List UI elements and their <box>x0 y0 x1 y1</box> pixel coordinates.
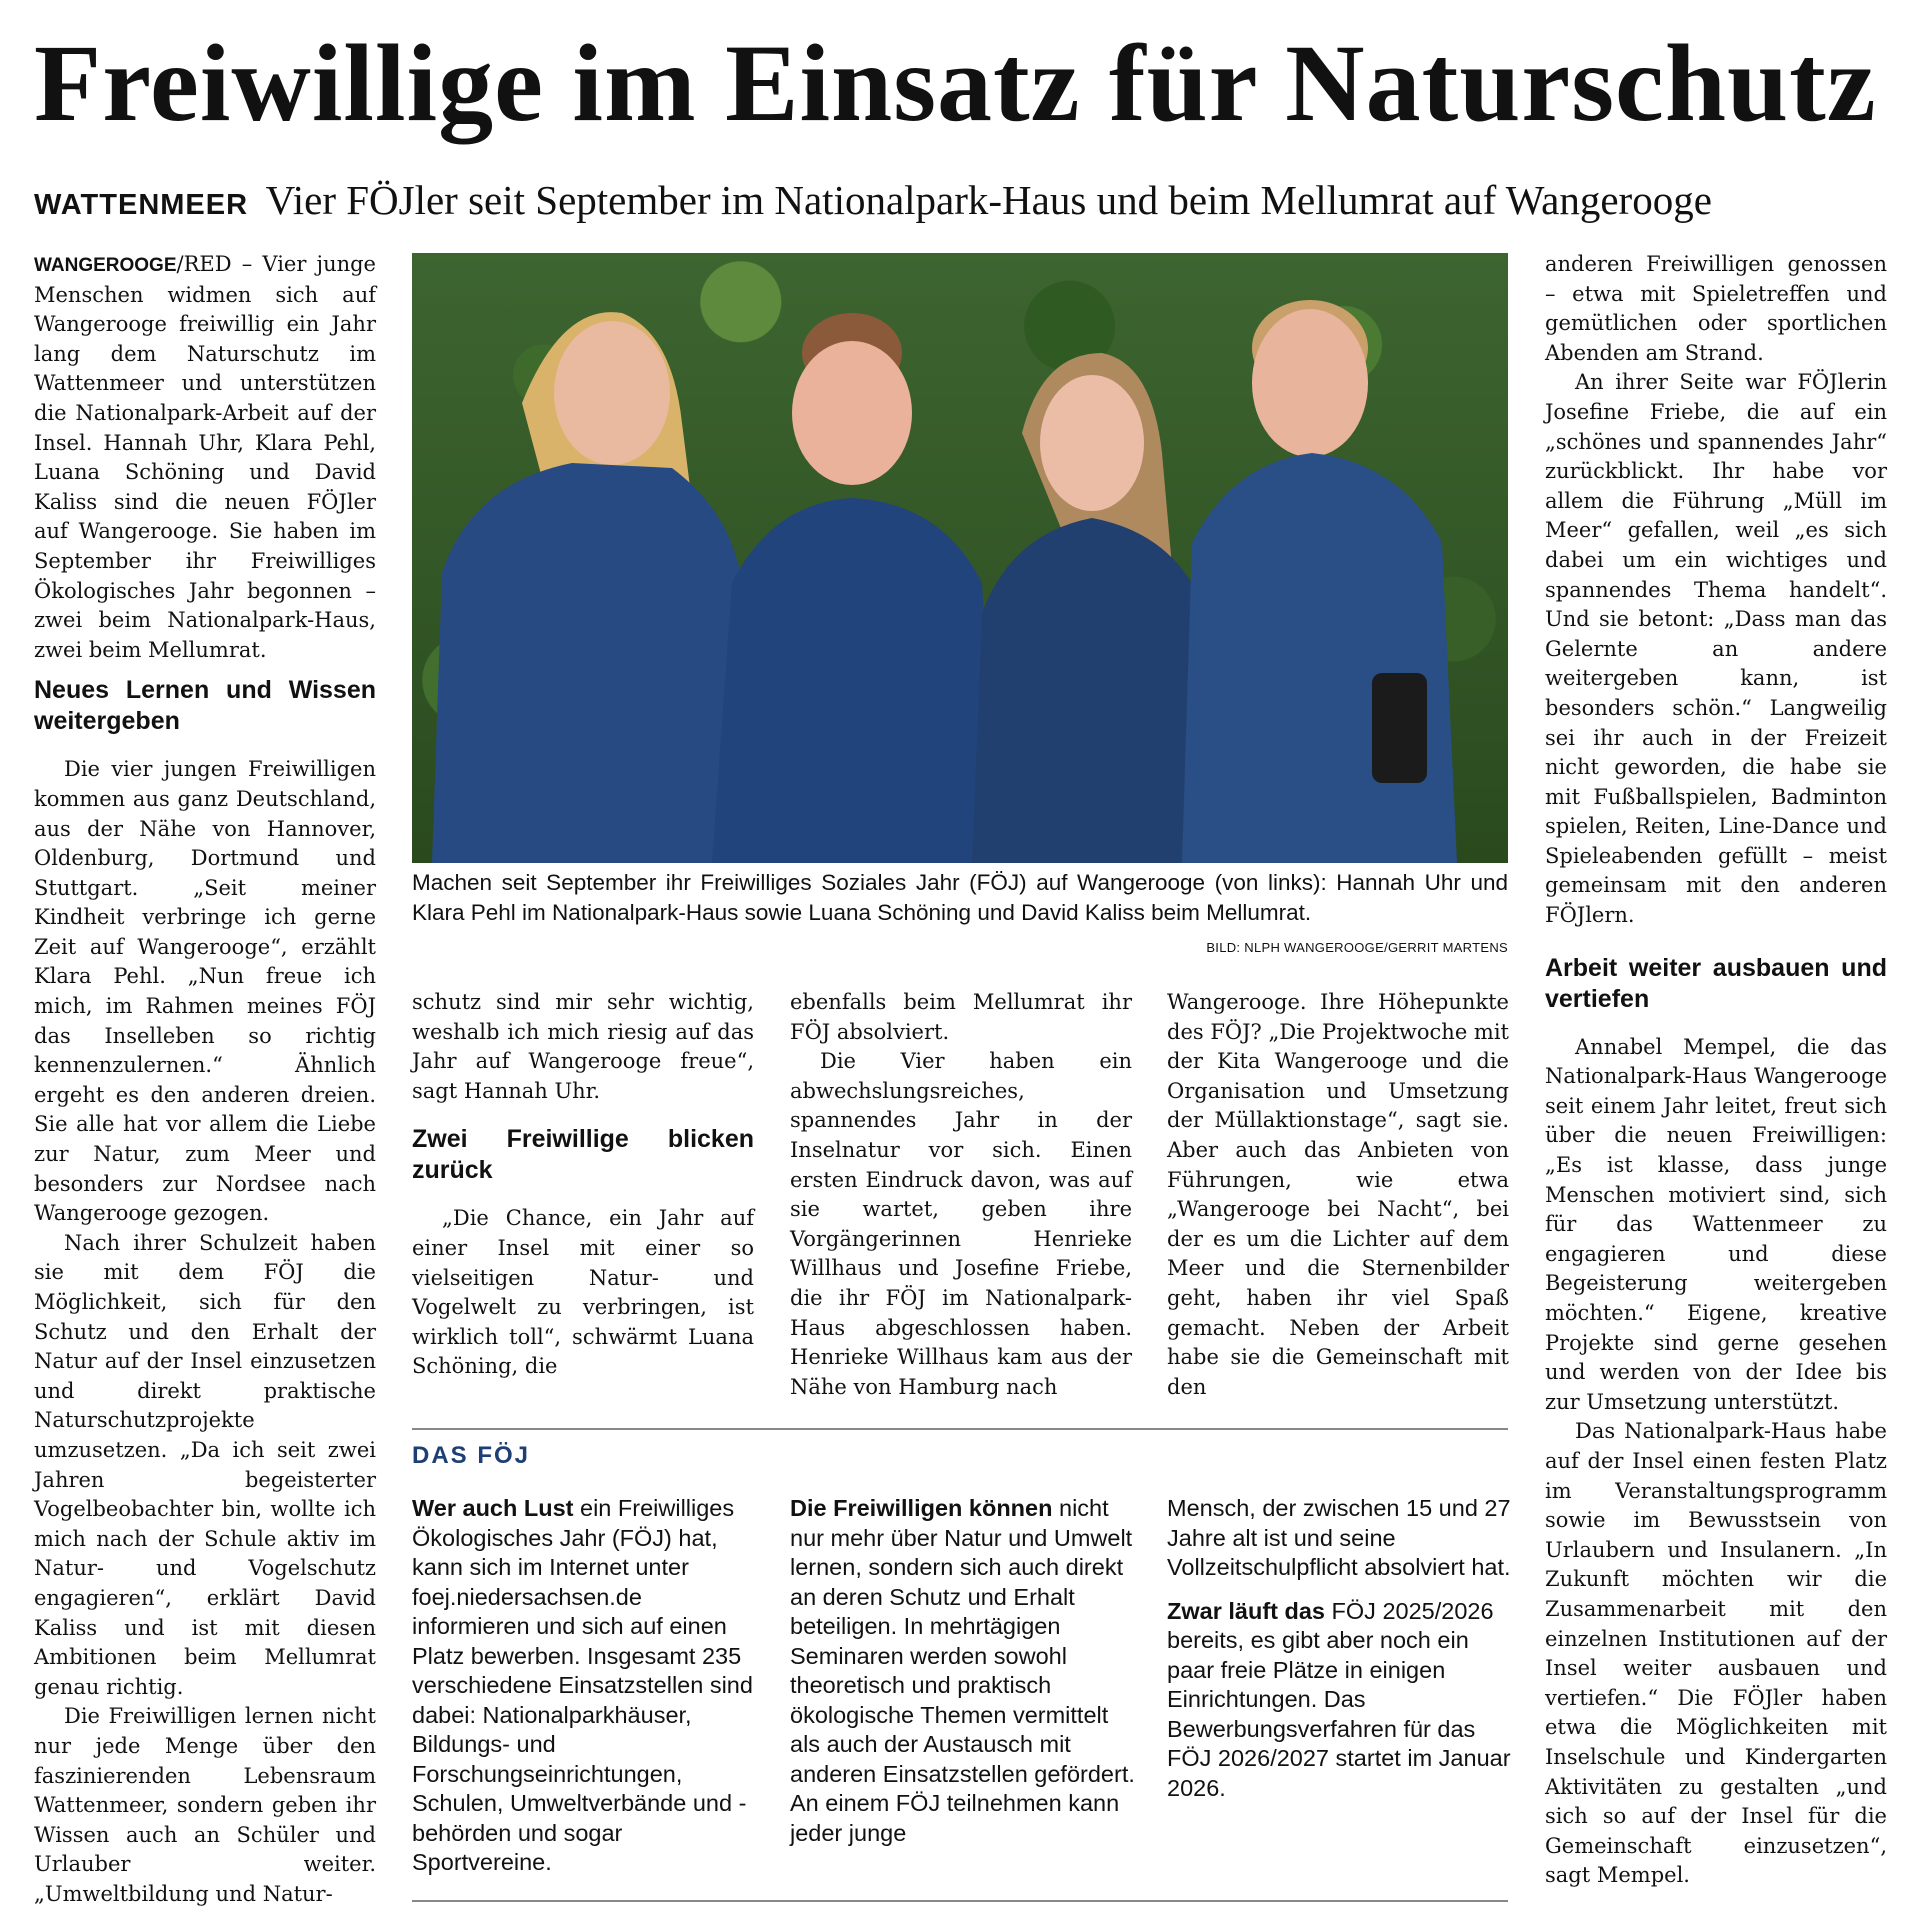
section-heading-2: Zwei Freiwillige blicken zurück <box>412 1125 754 1185</box>
paragraph: Das Nationalpark-Haus habe auf der Insel einen festen Platz im Veranstaltungsprogramm sowie im Bewusstsein von Urlaubern und Insulanern. „In Zukunft möchten wir die Zusammenarbeit mit den einzelnen Institutionen auf der Insel weiter ausbauen und vertiefen.“ Die FÖJler haben etwa die Möglichkeiten mit Inselschule und Kindergarten Aktivitäten zu gestalten „und sich so auf der Insel für die Gemeinschaft einzusetzen“, sagt Mempel. <box>1545 1419 1887 1888</box>
photo-credit: BILD: NLPH WANGEROOGE/GERRIT MARTENS <box>1206 940 1508 955</box>
paragraph: Annabel Mempel, die das Nationalpark-Haus Wangerooge seit einem Jahr leitet, freut sich über die neuen Freiwilligen: „Es ist klasse, dass junge Menschen motiviert sind, sich für das Wattenmeer zu engagieren und diese Begeisterung weitergeben möchten.“ Eigene, kreative Projekte sind gerne gesehen und werden von der Idee bis zur Umsetzung unterstützt. <box>1545 1034 1887 1414</box>
infobox-text: Mensch, der zwischen 15 und 27 Jahre alt ist und seine Vollzeitschulpflicht absolviert hat. <box>1167 1495 1511 1580</box>
paragraph: Die Vier haben ein abwechslungsreiches, spannendes Jahr in der Inselnatur vor sich. Einen ersten Eindruck davon, was auf sie wartet, geben ihre Vorgängerinnen Henrieke Willhaus und Josefine Friebe, die ihr FÖJ im Nationalpark-Haus abgeschlossen haben. Henrieke Willhaus kam aus der Nähe von Hamburg nach <box>790 1049 1132 1399</box>
section-heading-1: Neues Lernen und Wissen weitergeben <box>34 676 376 736</box>
column-5 <box>1545 250 1887 1891</box>
infobox-title: DAS FÖJ <box>412 1442 531 1469</box>
column-3 <box>790 988 1132 1402</box>
infobox-lead-3: Zwar läuft das <box>1167 1597 1326 1624</box>
infobox-text: ein Freiwilliges Ökologisches Jahr (FÖJ) hat, kann sich im Internet unter foej.niedersachsen.de informieren und sich auf einen Platz bewerben. Insgesamt 235 verschiedene Einsatzstellen sind dabei: Nationalparkhäuser, Bildungs- und Forschungseinrichtungen, Schulen, Umweltverbände und -behörden und sogar Sportvereine. <box>412 1495 753 1875</box>
paragraph: anderen Freiwilligen genossen – etwa mit Spieletreffen und gemütlichen oder sportlichen Abenden am Strand. <box>1545 252 1887 365</box>
article-photo <box>412 253 1508 863</box>
subhead-kicker: WATTENMEER <box>34 189 249 221</box>
infobox-column-2 <box>790 1494 1135 1848</box>
infobox-column-1 <box>412 1494 757 1878</box>
paragraph: Die Freiwilligen lernen nicht nur jede Menge über den faszinierenden Lebensraum Wattenmeer, sondern geben ihr Wissen auch an Schüler und Urlauber weiter. „Umweltbildung und Natur- <box>34 1704 376 1906</box>
box-bottom-rule <box>412 1900 1508 1902</box>
infobox-text: nicht nur mehr über Natur und Umwelt lernen, sondern sich auch direkt an deren Schutz und Erhalt beteiligen. In mehrtägigen Seminaren werden sowohl theoretisch und praktisch ökologische Themen vermittelt als auch der Austausch mit anderen Einsatzstellen gefördert. An einem FÖJ teilnehmen kann jeder junge <box>790 1495 1135 1846</box>
paragraph: schutz sind mir sehr wichtig, weshalb ich mich riesig auf das Jahr auf Wangerooge freue“, sagt Hannah Uhr. <box>412 990 754 1103</box>
photo-caption: Machen seit September ihr Freiwilliges Soziales Jahr (FÖJ) auf Wangerooge (von links): Hannah Uhr und Klara Pehl im Nationalpark-Haus sowie Luana Schöning und David Kaliss beim Mellumrat. <box>412 870 1508 925</box>
infobox-lead-2: Die Freiwilligen können <box>790 1495 1053 1521</box>
subheadline <box>34 172 1894 233</box>
dateline: WANGEROOGE <box>34 255 177 276</box>
box-top-rule <box>412 1428 1508 1430</box>
paragraph: „Die Chance, ein Jahr auf einer Insel mit einer so vielseitigen Natur- und Vogelwelt zu verbringen, ist wirklich toll“, schwärmt Luana Schöning, die <box>412 1206 754 1379</box>
column-4 <box>1167 988 1509 1402</box>
paragraph: Nach ihrer Schulzeit haben sie mit dem FÖJ die Möglichkeit, sich für den Schutz und den Erhalt der Natur auf der Insel einzusetzen und direkt praktische Naturschutzprojekte umzusetzen. „Da ich seit zwei Jahren begeisterter Vogelbeobachter bin, wollte ich mich nach der Schule aktiv im Natur- und Vogelschutz engagieren“, erklärt David Kaliss und ist mit diesen Ambitionen beim Mellumrat genau richtig. <box>34 1230 376 1699</box>
paragraph: An ihrer Seite war FÖJlerin Josefine Friebe, die auf ein „schönes und spannendes Jahr“ zurückblickt. Ihr habe vor allem die Führung „Müll im Meer“ gefallen, weil „es sich dabei um ein wichtiges und spannendes Thema handelt“. Und sie betont: „Dass man das Gelernte an andere weitergeben kann, ist besonders schön.“ Langweilig sei ihr auch in der Freizeit nicht geworden, die habe sie mit Fußballspielen, Badminton spielen, Reiten, Line-Dance und Spieleabenden gefüllt – meist gemeinsam mit den anderen FÖJlern. <box>1545 370 1887 928</box>
section-heading-3: Arbeit weiter ausbauen und vertiefen <box>1545 953 1887 1013</box>
column-1 <box>34 250 376 1909</box>
paragraph: ebenfalls beim Mellumrat ihr FÖJ absolviert. <box>790 990 1132 1044</box>
headline: Freiwillige im Einsatz für Naturschutz <box>34 22 1877 144</box>
infobox-lead-1: Wer auch Lust <box>412 1495 574 1521</box>
lead-text: /RED – Vier junge Menschen widmen sich auf Wangerooge freiwillig ein Jahr lang dem Naturschutz im Wattenmeer und unterstützen die Nationalpark-Arbeit auf der Insel. Hannah Uhr, Klara Pehl, Luana Schöning und David Kaliss sind die neuen FÖJler auf Wangerooge. Sie haben im September ihr Freiwilliges Ökologisches Jahr begonnen – zwei beim Nationalpark-Haus, zwei beim Mellumrat. <box>34 252 376 662</box>
infobox-text: FÖJ 2025/2026 bereits, es gibt aber noch ein paar freie Plätze in einigen Einrichtungen. Das Bewerbungsverfahren für das FÖJ 2026/2027 startet im Januar 2026. <box>1167 1597 1511 1801</box>
paragraph: Wangerooge. Ihre Höhepunkte des FÖJ? „Die Projektwoche mit der Kita Wangerooge und die Organisation und Umsetzung der Müllaktionstage“, sagt sie. Aber auch das Anbieten von Führungen, wie etwa „Wangerooge bei Nacht“, bei der es um die Lichter auf dem Meer und die Sternenbilder geht, haben ihr viel Spaß gemacht. Neben der Arbeit habe sie die Gemeinschaft mit den <box>1167 990 1509 1399</box>
lead-paragraph <box>34 250 376 665</box>
infobox-column-3 <box>1167 1494 1512 1803</box>
column-2 <box>412 988 754 1382</box>
subhead-text: Vier FÖJler seit September im Nationalpark-Haus und beim Mellumrat auf Wangerooge <box>265 177 1712 223</box>
paragraph: Die vier jungen Freiwilligen kommen aus ganz Deutschland, aus der Nähe von Hannover, Oldenburg, Dortmund und Stuttgart. „Seit meiner Kindheit verbringe ich gerne Zeit auf Wangerooge“, erzählt Klara Pehl. „Nun freue ich mich, im Rahmen meines FÖJ das Inselleben so richtig kennenzulernen.“ Ähnlich ergeht es den anderen dreien. Sie alle hat vor allem die Liebe zur Natur, zum Meer und besonders zur Nordsee nach Wangerooge gezogen. <box>34 757 376 1226</box>
